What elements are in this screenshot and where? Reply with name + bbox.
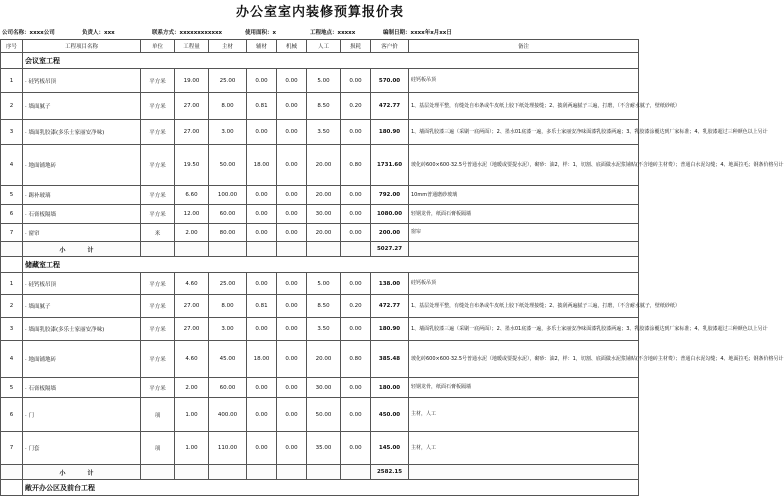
item-labor: 30.00 — [307, 205, 341, 224]
table-row — [1, 295, 639, 318]
item-name: · 地面铺地砖 — [23, 341, 141, 378]
item-quantity: 27.00 — [175, 295, 209, 318]
item-client-price: 472.77 — [371, 93, 409, 120]
item-aux-material: 0.00 — [247, 120, 277, 145]
section-row — [1, 257, 639, 273]
item-client-price: 145.00 — [371, 432, 409, 465]
item-quantity: 1.00 — [175, 398, 209, 432]
item-machinery: 0.00 — [277, 205, 307, 224]
table-row — [1, 120, 639, 145]
section-title: 会议室工程 — [23, 53, 639, 69]
item-main-material: 60.00 — [209, 378, 247, 398]
item-labor: 20.00 — [307, 224, 341, 242]
item-note: 主材，人工 — [409, 432, 639, 465]
info-date: 编制日期：xxxx年x月xx日 — [383, 30, 452, 36]
item-number: 2 — [1, 295, 23, 318]
item-loss: 0.00 — [341, 69, 371, 93]
subtotal-blank — [409, 242, 639, 257]
item-quantity: 27.00 — [175, 120, 209, 145]
item-aux-material: 0.00 — [247, 205, 277, 224]
item-labor: 5.00 — [307, 69, 341, 93]
item-main-material: 110.00 — [209, 432, 247, 465]
item-unit: 平方米 — [141, 186, 175, 205]
item-unit: 平方米 — [141, 145, 175, 186]
item-number: 4 — [1, 145, 23, 186]
item-loss: 0.20 — [341, 93, 371, 120]
section-row — [1, 480, 639, 496]
item-client-price: 1080.00 — [371, 205, 409, 224]
column-header: 序号 — [1, 40, 23, 53]
column-header: 备注 — [409, 40, 639, 53]
item-loss: 0.80 — [341, 145, 371, 186]
item-labor: 8.50 — [307, 295, 341, 318]
item-number: 6 — [1, 205, 23, 224]
table-row — [1, 93, 639, 120]
sheet-title: 办公室室内装修预算报价表 — [235, 5, 404, 20]
item-name: · 墙面腻子 — [23, 295, 141, 318]
item-note: 硅钙板吊顶 — [409, 69, 639, 93]
item-client-price: 570.00 — [371, 69, 409, 93]
item-client-price: 180.90 — [371, 120, 409, 145]
subtotal-blank — [141, 242, 175, 257]
column-header: 客户价 — [371, 40, 409, 53]
item-quantity: 4.60 — [175, 273, 209, 295]
section-title: 敞开办公区及前台工程 — [23, 480, 639, 496]
item-name: · 门套 — [23, 432, 141, 465]
item-number: 1 — [1, 69, 23, 93]
item-aux-material: 0.00 — [247, 432, 277, 465]
section-blank — [1, 480, 23, 496]
item-unit: 项 — [141, 398, 175, 432]
budget-table — [0, 39, 784, 496]
item-number: 6 — [1, 398, 23, 432]
table-row — [1, 318, 639, 341]
item-number: 3 — [1, 120, 23, 145]
item-note: 玻化砖600×600·32.5号普通水泥（地暖或要提水泥），砌砂：油2，样：1，切割、底面做水泥浆铺贴(不含地砖主材费）；普通白水泥勾缝；4、地面拉毛；钢条价格另计 — [409, 145, 639, 186]
item-machinery: 0.00 — [277, 273, 307, 295]
item-unit: 平方米 — [141, 273, 175, 295]
item-loss: 0.00 — [341, 378, 371, 398]
column-header: 损耗 — [341, 40, 371, 53]
item-name: · 墙面乳胶漆(多乐士家丽安净味) — [23, 318, 141, 341]
item-unit: 平方米 — [141, 205, 175, 224]
info-manager: 负责人：xxx — [82, 30, 115, 36]
item-labor: 3.50 — [307, 120, 341, 145]
item-number: 7 — [1, 432, 23, 465]
item-name: · 硅钙板吊顶 — [23, 273, 141, 295]
item-labor: 30.00 — [307, 378, 341, 398]
item-name: · 石膏板隔墙 — [23, 378, 141, 398]
column-header: 主材 — [209, 40, 247, 53]
subtotal-label: 小 计 — [23, 465, 141, 480]
item-aux-material: 18.00 — [247, 341, 277, 378]
item-client-price: 472.77 — [371, 295, 409, 318]
item-unit: 平方米 — [141, 120, 175, 145]
item-client-price: 385.48 — [371, 341, 409, 378]
item-machinery: 0.00 — [277, 224, 307, 242]
table-row — [1, 224, 639, 242]
subtotal-blank — [175, 242, 209, 257]
section-blank — [1, 257, 23, 273]
item-labor: 8.50 — [307, 93, 341, 120]
table-row — [1, 341, 639, 378]
item-quantity: 1.00 — [175, 432, 209, 465]
item-machinery: 0.00 — [277, 398, 307, 432]
item-loss: 0.00 — [341, 224, 371, 242]
item-machinery: 0.00 — [277, 186, 307, 205]
item-quantity: 2.00 — [175, 378, 209, 398]
item-loss: 0.00 — [341, 398, 371, 432]
item-loss: 0.00 — [341, 120, 371, 145]
item-machinery: 0.00 — [277, 432, 307, 465]
item-loss: 0.80 — [341, 341, 371, 378]
item-unit: 平方米 — [141, 378, 175, 398]
item-note: 轻钢龙骨，纸面石膏板隔墙 — [409, 378, 639, 398]
subtotal-blank — [277, 465, 307, 480]
item-name: · 墙面腻子 — [23, 93, 141, 120]
item-quantity: 27.00 — [175, 93, 209, 120]
table-row — [1, 432, 639, 465]
info-area: 使用面积：x — [245, 30, 277, 36]
table-row — [1, 205, 639, 224]
item-note: 窗帘 — [409, 224, 639, 242]
column-header: 单位 — [141, 40, 175, 53]
item-name: · 门 — [23, 398, 141, 432]
item-note: 1、基层处理平整，有缝处自布条或牛皮纸上胶下纸处理接缝；2、披刮两遍腻子三遍，打磨，（不含耐水腻子，壁纸砂纸） — [409, 295, 639, 318]
item-client-price: 450.00 — [371, 398, 409, 432]
item-main-material: 25.00 — [209, 273, 247, 295]
subtotal-row — [1, 242, 639, 257]
header-row — [1, 40, 639, 53]
section-title: 储藏室工程 — [23, 257, 639, 273]
item-loss: 0.00 — [341, 205, 371, 224]
item-labor: 20.00 — [307, 145, 341, 186]
item-loss: 0.00 — [341, 318, 371, 341]
section-row — [1, 53, 639, 69]
item-aux-material: 0.00 — [247, 398, 277, 432]
subtotal-blank — [209, 465, 247, 480]
item-main-material: 100.00 — [209, 186, 247, 205]
item-name: · 硅钙板吊顶 — [23, 69, 141, 93]
subtotal-row — [1, 465, 639, 480]
subtotal-blank — [341, 242, 371, 257]
subtotal-value: 2582.15 — [371, 465, 409, 480]
item-machinery: 0.00 — [277, 145, 307, 186]
item-name: · 石膏板隔墙 — [23, 205, 141, 224]
table-row — [1, 398, 639, 432]
item-aux-material: 0.00 — [247, 186, 277, 205]
item-labor: 20.00 — [307, 341, 341, 378]
item-loss: 0.00 — [341, 432, 371, 465]
item-note: 10mm普通磨砂玻璃 — [409, 186, 639, 205]
item-labor: 3.50 — [307, 318, 341, 341]
item-name: · 地面铺地砖 — [23, 145, 141, 186]
item-main-material: 3.00 — [209, 120, 247, 145]
item-unit: 项 — [141, 432, 175, 465]
item-aux-material: 18.00 — [247, 145, 277, 186]
item-aux-material: 0.00 — [247, 69, 277, 93]
column-header: 人工 — [307, 40, 341, 53]
item-quantity: 12.00 — [175, 205, 209, 224]
item-unit: 平方米 — [141, 318, 175, 341]
item-number: 3 — [1, 318, 23, 341]
info-row — [0, 26, 640, 38]
item-name: · 窗帘 — [23, 224, 141, 242]
item-quantity: 27.00 — [175, 318, 209, 341]
item-quantity: 19.00 — [175, 69, 209, 93]
section-blank — [1, 53, 23, 69]
subtotal-label: 小 计 — [23, 242, 141, 257]
item-note: 1、基层处理平整，有缝处自布条或牛皮纸上胶下纸处理接缝；2、披刮两遍腻子三遍，打磨，（不含耐水腻子，壁纸砂纸） — [409, 93, 639, 120]
item-number: 1 — [1, 273, 23, 295]
item-aux-material: 0.00 — [247, 273, 277, 295]
item-main-material: 8.00 — [209, 93, 247, 120]
item-machinery: 0.00 — [277, 341, 307, 378]
item-note: 1、墙面乳胶漆三遍（采刷一底两面）；2、墨水01底漆一遍，多乐士家丽安净味面漆乳胶漆两遍；3、乳胶漆涂覆达到厂家标准；4、乳胶漆超过三种颜色以上另计 — [409, 318, 639, 341]
subtotal-blank — [175, 465, 209, 480]
column-header: 辅材 — [247, 40, 277, 53]
item-main-material: 50.00 — [209, 145, 247, 186]
column-header: 机械 — [277, 40, 307, 53]
item-labor: 5.00 — [307, 273, 341, 295]
table-row — [1, 273, 639, 295]
column-header: 工程项目名称 — [23, 40, 141, 53]
subtotal-blank — [307, 465, 341, 480]
item-number: 2 — [1, 93, 23, 120]
table-row — [1, 145, 639, 186]
item-quantity: 4.60 — [175, 341, 209, 378]
item-main-material: 45.00 — [209, 341, 247, 378]
item-loss: 0.20 — [341, 295, 371, 318]
info-company: 公司名称：xxxx公司 — [2, 30, 55, 36]
subtotal-blank — [277, 242, 307, 257]
item-number: 4 — [1, 341, 23, 378]
item-machinery: 0.00 — [277, 120, 307, 145]
item-quantity: 19.50 — [175, 145, 209, 186]
subtotal-blank — [209, 242, 247, 257]
subtotal-blank — [1, 465, 23, 480]
item-note: 1、墙面乳胶漆三遍（采刷一底两面）；2、墨水01底漆一遍，多乐士家丽安净味面漆乳胶漆两遍；3、乳胶漆涂覆达到厂家标准；4、乳胶漆超过三种颜色以上另计 — [409, 120, 639, 145]
table-row — [1, 69, 639, 93]
subtotal-blank — [247, 465, 277, 480]
item-unit: 米 — [141, 224, 175, 242]
item-note: 主材，人工 — [409, 398, 639, 432]
item-number: 5 — [1, 186, 23, 205]
item-labor: 50.00 — [307, 398, 341, 432]
item-unit: 平方米 — [141, 69, 175, 93]
item-number: 5 — [1, 378, 23, 398]
item-client-price: 200.00 — [371, 224, 409, 242]
item-note: 硅钙板吊顶 — [409, 273, 639, 295]
item-loss: 0.00 — [341, 186, 371, 205]
column-header: 工程量 — [175, 40, 209, 53]
item-unit: 平方米 — [141, 341, 175, 378]
item-quantity: 6.60 — [175, 186, 209, 205]
item-note: 轻钢龙骨，纸面石膏板隔墙 — [409, 205, 639, 224]
item-name: · 墙面乳胶漆(多乐士家丽安净味) — [23, 120, 141, 145]
subtotal-value: 5027.27 — [371, 242, 409, 257]
item-aux-material: 0.81 — [247, 295, 277, 318]
item-client-price: 1731.60 — [371, 145, 409, 186]
item-aux-material: 0.00 — [247, 224, 277, 242]
item-machinery: 0.00 — [277, 93, 307, 120]
item-labor: 35.00 — [307, 432, 341, 465]
item-main-material: 60.00 — [209, 205, 247, 224]
item-machinery: 0.00 — [277, 295, 307, 318]
subtotal-blank — [341, 465, 371, 480]
item-labor: 20.00 — [307, 186, 341, 205]
table-row — [1, 378, 639, 398]
item-note: 玻化砖600×600·32.5号普通水泥（地暖或要提水泥），砌砂：油2，样：1，切割、底面做水泥浆铺贴(不含地砖主材费）；普通白水泥勾缝；4、地面拉毛；钢条价格另计 — [409, 341, 639, 378]
item-main-material: 8.00 — [209, 295, 247, 318]
subtotal-blank — [307, 242, 341, 257]
item-client-price: 138.00 — [371, 273, 409, 295]
item-unit: 平方米 — [141, 93, 175, 120]
item-machinery: 0.00 — [277, 318, 307, 341]
table-row — [1, 186, 639, 205]
item-client-price: 180.00 — [371, 378, 409, 398]
item-main-material: 3.00 — [209, 318, 247, 341]
info-location: 工程地点：xxxxx — [310, 30, 356, 36]
item-unit: 平方米 — [141, 295, 175, 318]
subtotal-blank — [409, 465, 639, 480]
item-main-material: 25.00 — [209, 69, 247, 93]
item-machinery: 0.00 — [277, 378, 307, 398]
subtotal-blank — [141, 465, 175, 480]
subtotal-blank — [247, 242, 277, 257]
item-main-material: 80.00 — [209, 224, 247, 242]
item-machinery: 0.00 — [277, 69, 307, 93]
item-aux-material: 0.00 — [247, 318, 277, 341]
info-contact: 联系方式：xxxxxxxxxxxx — [152, 30, 223, 36]
item-aux-material: 0.00 — [247, 378, 277, 398]
table-body — [1, 53, 784, 496]
subtotal-blank — [1, 242, 23, 257]
item-loss: 0.00 — [341, 273, 371, 295]
item-client-price: 180.90 — [371, 318, 409, 341]
item-number: 7 — [1, 224, 23, 242]
item-main-material: 400.00 — [209, 398, 247, 432]
item-name: · 踢补玻璃 — [23, 186, 141, 205]
item-quantity: 2.00 — [175, 224, 209, 242]
item-aux-material: 0.81 — [247, 93, 277, 120]
item-client-price: 792.00 — [371, 186, 409, 205]
